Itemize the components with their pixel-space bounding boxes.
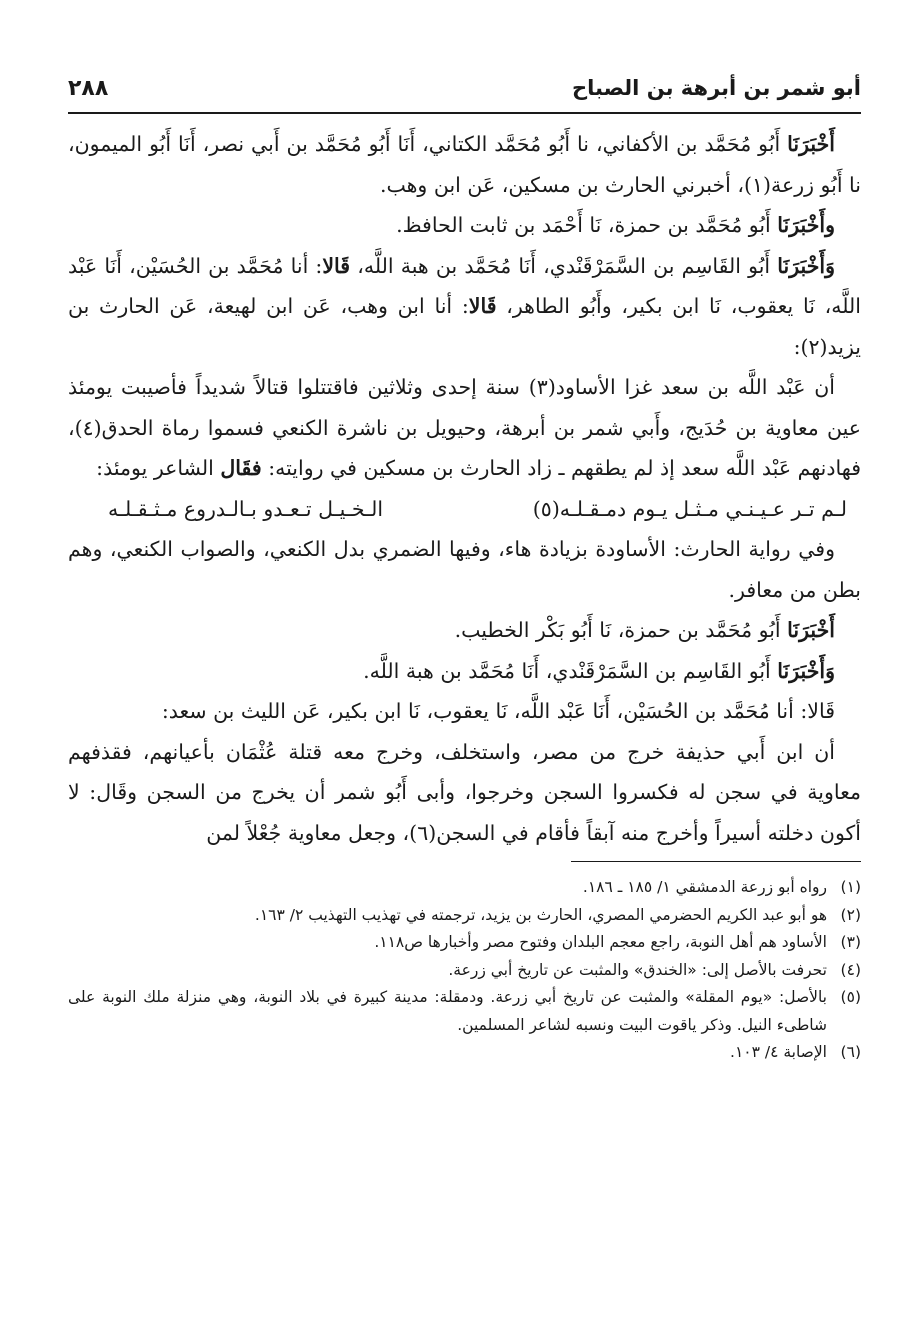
footnote-6: [68, 1039, 861, 1067]
paragraph-3-text-c: : أنا ابن وهب، عَن ابن لهيعة، عَن الحارث بن يزيد(٢):: [68, 294, 861, 359]
footnote-number: (١): [840, 878, 861, 896]
keyword-qala: قَالا: [468, 294, 497, 318]
footnote-text: هو أبو عبد الكريم الحضرمي المصري، الحارث بن يزيد، ترجمته في تهذيب التهذيب ٢/ ١٦٣.: [254, 905, 827, 924]
paragraph-6: [68, 610, 861, 651]
footnotes: [68, 874, 861, 1067]
footnote-divider: [571, 861, 861, 862]
footnote-text: تحرفت بالأصل إلى: «الخندق» والمثبت عن تاريخ أبي زرعة.: [448, 960, 827, 979]
paragraph-6-text: أَبُو مُحَمَّد بن حمزة، نَا أَبُو بَكْر الخطيب.: [454, 618, 781, 642]
paragraph-2-text: أَبُو مُحَمَّد بن حمزة، نَا أَحْمَد بن ثابت الحافظ.: [396, 213, 771, 237]
paragraph-4-text: أن عَبْد اللَّه بن سعد غزا الأساود(٣) سنة إحدى وثلاثين فاقتتلوا قتالاً شديداً فأصيبت يومئذ عين معاوية بن حُدَيج، وأَبي شمر بن أبرهة، وحيويل بن ناشرة الكنعي فسموا رماة الحدق(٤)، فهادنهم عَبْد اللَّه سعد إذ لم يطقهم ـ زاد الحارث بن مسكين في روايته:: [68, 375, 861, 480]
paragraph-5: [68, 529, 861, 610]
paragraph-9-text: أن ابن أَبي حذيفة خرج من مصر، واستخلف، وخرج معه قتلة عُثْمَان بأعيانهم، فقذفهم معاوية في سجن له فكسروا السجن وخرجوا، وأبى أَبُو شمر أن يخرج من السجن وقَال: لا أكون دخلته أسيراً وأخرج منه آبقاً فأقام في السجن(٦)، وجعل معاوية جُعْلاً لمن: [68, 739, 861, 845]
paragraph-8-text: قَالا: أنا مُحَمَّد بن الحُسَيْن، أَنَا عَبْد اللَّه، نَا يعقوب، نَا ابن بكير، عَن الليث بن سعد:: [161, 699, 835, 723]
page-header: [68, 70, 861, 114]
keyword-akhbarana: أَخْبَرَنَا: [787, 132, 835, 156]
paragraph-2: [68, 205, 861, 246]
page-number: ٢٨٨: [68, 76, 109, 101]
verse-second-hemistich: الـخـيـل تـعـدو بـالـدروع مـثـقـلـه: [108, 496, 384, 521]
keyword-waakhbarana: وَأَخْبَرَنَا: [777, 658, 835, 683]
keyword-qala: قَالا: [322, 253, 351, 278]
footnote-text: الإصابة ٤/ ١٠٣.: [730, 1043, 827, 1061]
paragraph-7-text: أَبُو القَاسِم بن السَّمَرْقَنْدي، أَنَا مُحَمَّد بن هبة اللَّه.: [363, 658, 771, 683]
poetry-verse: [68, 489, 861, 530]
footnote-number: (٢): [840, 905, 861, 924]
main-text: [68, 124, 861, 853]
footnote-number: (٥): [840, 988, 861, 1006]
footnote-text: رواه أبو زرعة الدمشقي ١/ ١٨٥ ـ ١٨٦.: [582, 878, 827, 896]
footnote-1: [68, 874, 861, 902]
paragraph-1-text: أَبُو مُحَمَّد بن الأكفاني، نا أَبُو مُحَمَّد الكتاني، أَنَا أَبُو مُحَمَّد بن أَبي نصر، أَنَا أَبُو الميمون، نا أَبُو زرعة(١)، أخبرني الحارث بن مسكين، عَن ابن وهب.: [68, 132, 861, 197]
footnote-number: (٤): [840, 960, 861, 979]
paragraph-9: [68, 732, 861, 854]
keyword-waakhbarana: وأَخْبَرَنَا: [777, 213, 835, 237]
running-title: أبو شمر بن أبرهة بن الصباح: [572, 76, 861, 100]
footnote-text: بالأصل: «يوم المقلة» والمثبت عن تاريخ أبي زرعة. ودمقلة: مدينة كبيرة في بلاد النوبة، وهي منزلة ملك النوبة على شاطىء النيل. وذكر ياقوت البيت ونسبه لشاعر المسلمين.: [68, 988, 827, 1034]
footnote-2: [68, 902, 861, 930]
keyword-waakhbarana: وَأَخْبَرَنَا: [777, 253, 836, 278]
paragraph-3: [68, 246, 861, 368]
footnote-number: (٦): [840, 1043, 861, 1061]
paragraph-4: [68, 367, 861, 489]
footnote-5: [68, 984, 861, 1039]
keyword-faqala: فقَال: [220, 456, 262, 480]
footnote-3: [68, 929, 861, 957]
paragraph-4-text-b: الشاعر يومئذ:: [96, 456, 214, 480]
paragraph-7: [68, 651, 861, 692]
footnote-4: [68, 957, 861, 985]
verse-first-hemistich: لـم تـر عـيـنـي مـثـل يـوم دمـقـلـه(٥): [532, 496, 847, 521]
paragraph-1: [68, 124, 861, 205]
footnote-number: (٣): [840, 933, 861, 951]
paragraph-3-text-a: أَبُو القَاسِم بن السَّمَرْقَنْدي، أَنَا مُحَمَّد بن هبة اللَّه،: [357, 253, 771, 278]
keyword-akhbarana: أَخْبَرَنَا: [787, 618, 835, 642]
paragraph-5-text: وفي رواية الحارث: الأساودة بزيادة هاء، وفيها الضمري بدل الكنعي، والصواب الكنعي، وهم بطن من معافر.: [68, 537, 861, 602]
book-page: [68, 70, 861, 1310]
paragraph-3-text-b: : أنا مُحَمَّد بن الحُسَيْن، أَنَا عَبْد اللَّه، نَا يعقوب، نَا ابن بكير، وأَبُو الطاهر،: [68, 253, 861, 318]
footnote-text: الأساود هم أهل النوبة، راجع معجم البلدان وفتوح مصر وأخبارها ص١١٨.: [374, 933, 827, 951]
paragraph-8: [68, 691, 861, 732]
